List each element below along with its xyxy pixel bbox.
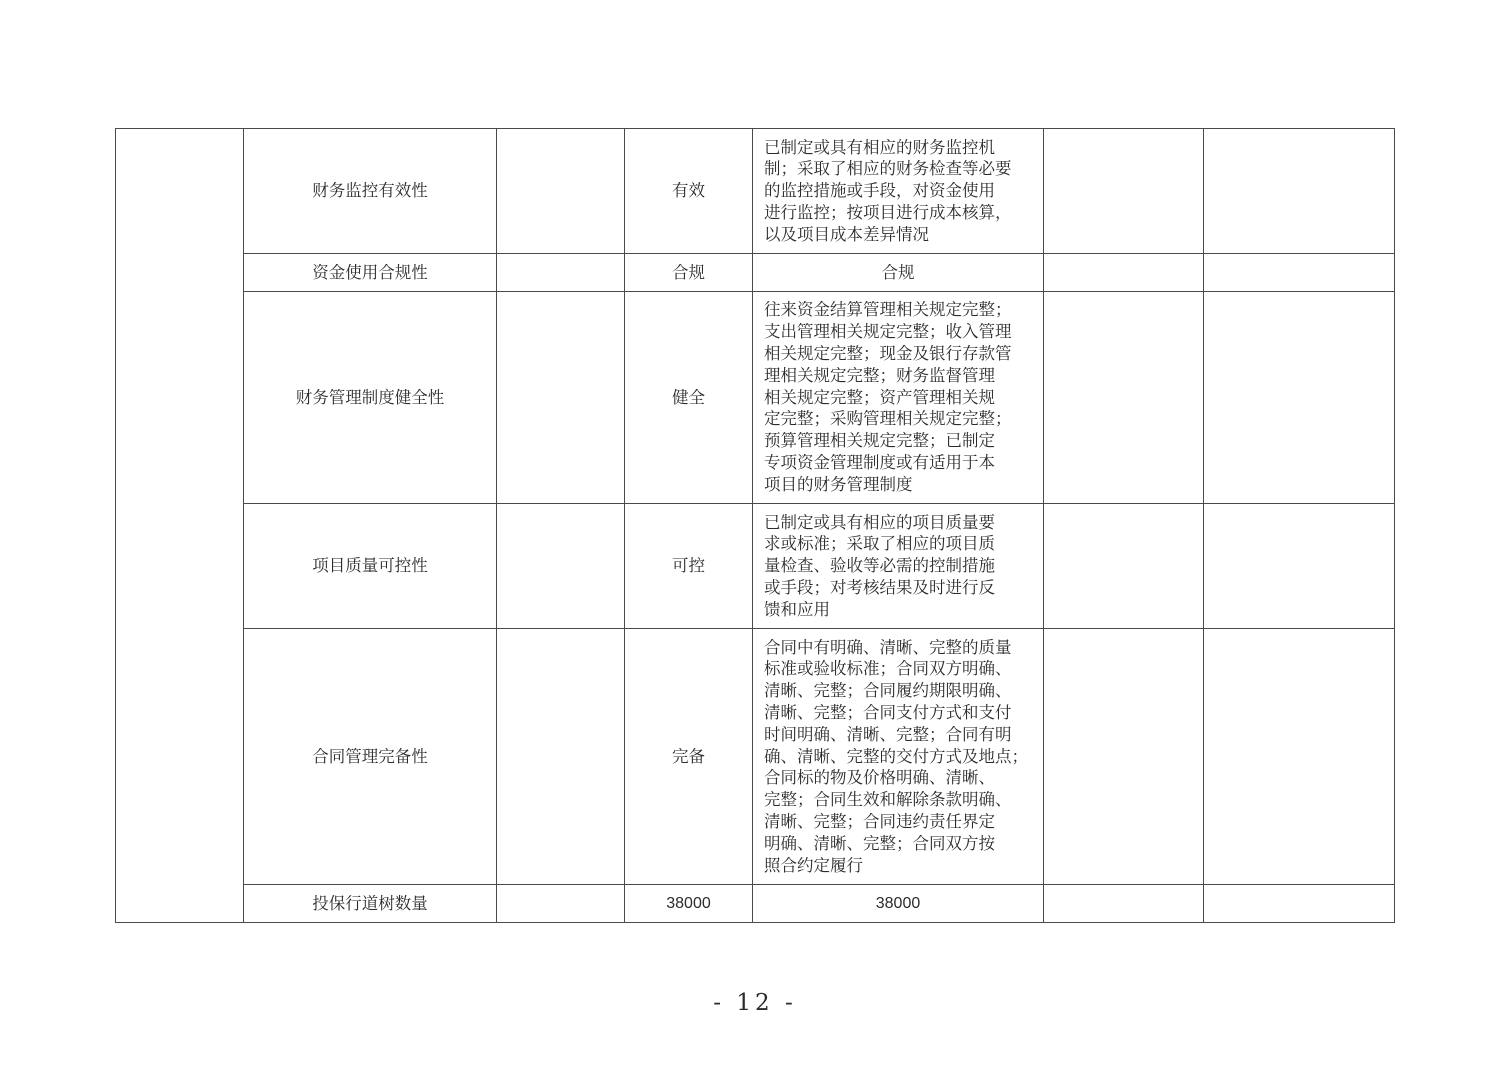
empty-cell (1044, 885, 1204, 923)
merged-category-cell (116, 129, 244, 923)
standard-line: 专项资金管理制度或有适用于本 (764, 452, 995, 472)
value-cell: 健全 (625, 292, 753, 504)
standard-line: 或手段；对考核结果及时进行反 (764, 577, 995, 597)
standard-line: 理相关规定完整；财务监督管理 (764, 365, 995, 385)
value-cell: 合规 (625, 254, 753, 292)
standard-line: 进行监控；按项目进行成本核算， (764, 202, 1012, 222)
value-cell: 完备 (625, 629, 753, 885)
standard-line: 清晰、完整；合同支付方式和支付 (764, 703, 1012, 722)
standard-line: 求或标准；采取了相应的项目质 (764, 534, 995, 554)
standard-line: 清晰、完整；合同违约责任界定 (764, 811, 995, 831)
standard-cell (753, 129, 1044, 254)
empty-cell (1044, 629, 1204, 885)
standard-line: 完整；合同生效和解除条款明确、 (764, 790, 1012, 810)
value-cell: 38000 (625, 885, 753, 923)
empty-cell (1204, 129, 1395, 254)
indicator-cell: 项目质量可控性 (244, 504, 497, 629)
indicator-cell: 合同管理完备性 (244, 629, 497, 885)
empty-cell (1044, 129, 1204, 254)
indicator-cell: 资金使用合规性 (244, 254, 497, 292)
indicator-table (115, 128, 1395, 923)
standard-line: 量检查、验收等必需的控制措施 (764, 556, 995, 576)
standard-line: 的监控措施或手段，对资金使用 (764, 181, 995, 201)
standard-line: 制；采取了相应的财务检查等必要 (764, 159, 1012, 179)
empty-cell (1044, 504, 1204, 629)
standard-line: 以及项目成本差异情况 (764, 224, 929, 244)
empty-cell (1204, 885, 1395, 923)
standard-line: 相关规定完整；资产管理相关规 (764, 387, 995, 407)
standard-line: 合同标的物及价格明确、清晰、 (764, 768, 995, 788)
empty-cell (497, 629, 625, 885)
table-row (116, 254, 1395, 292)
standard-line: 明确、清晰、完整；合同双方按 (764, 833, 995, 853)
standard-cell (753, 504, 1044, 629)
table-row (116, 504, 1395, 629)
standard-line: 时间明确、清晰、完整；合同有明 (764, 724, 1012, 744)
standard-cell (753, 629, 1044, 885)
empty-cell (1044, 254, 1204, 292)
value-cell: 有效 (625, 129, 753, 254)
indicator-cell: 财务监控有效性 (244, 129, 497, 254)
standard-line: 预算管理相关规定完整；已制定 (764, 431, 995, 451)
standard-line: 馈和应用 (764, 599, 830, 619)
page-number: - 12 - (713, 990, 797, 1016)
empty-cell (1204, 254, 1395, 292)
empty-cell (1204, 292, 1395, 504)
table-row (116, 292, 1395, 504)
standard-line: 确、清晰、完整的交付方式及地点； (764, 746, 1028, 766)
standard-line: 项目的财务管理制度 (764, 474, 913, 494)
standard-cell: 合规 (753, 254, 1044, 292)
standard-line: 已制定或具有相应的财务监控机 (764, 137, 995, 157)
empty-cell (497, 129, 625, 254)
table-row (116, 129, 1395, 254)
empty-cell (497, 254, 625, 292)
empty-cell (497, 292, 625, 504)
standard-cell (753, 292, 1044, 504)
indicator-cell: 投保行道树数量 (244, 885, 497, 923)
empty-cell (497, 504, 625, 629)
indicator-cell: 财务管理制度健全性 (244, 292, 497, 504)
standard-line: 照合约定履行 (764, 855, 863, 875)
empty-cell (1044, 292, 1204, 504)
standard-line: 支出管理相关规定完整；收入管理 (764, 322, 1012, 342)
empty-cell (497, 885, 625, 923)
standard-line: 定完整；采购管理相关规定完整； (764, 409, 1012, 429)
standard-cell: 38000 (753, 885, 1044, 923)
empty-cell (1204, 504, 1395, 629)
empty-cell (1204, 629, 1395, 885)
standard-line: 相关规定完整；现金及银行存款管 (764, 344, 1012, 363)
standard-line: 合同中有明确、清晰、完整的质量 (764, 637, 1012, 657)
value-cell: 可控 (625, 504, 753, 629)
standard-line: 清晰、完整；合同履约期限明确、 (764, 681, 1012, 701)
table-row (116, 629, 1395, 885)
table-row (116, 885, 1395, 923)
standard-line: 标准或验收标准；合同双方明确、 (764, 659, 1012, 679)
standard-line: 已制定或具有相应的项目质量要 (764, 512, 995, 532)
standard-line: 往来资金结算管理相关规定完整； (764, 300, 1012, 320)
